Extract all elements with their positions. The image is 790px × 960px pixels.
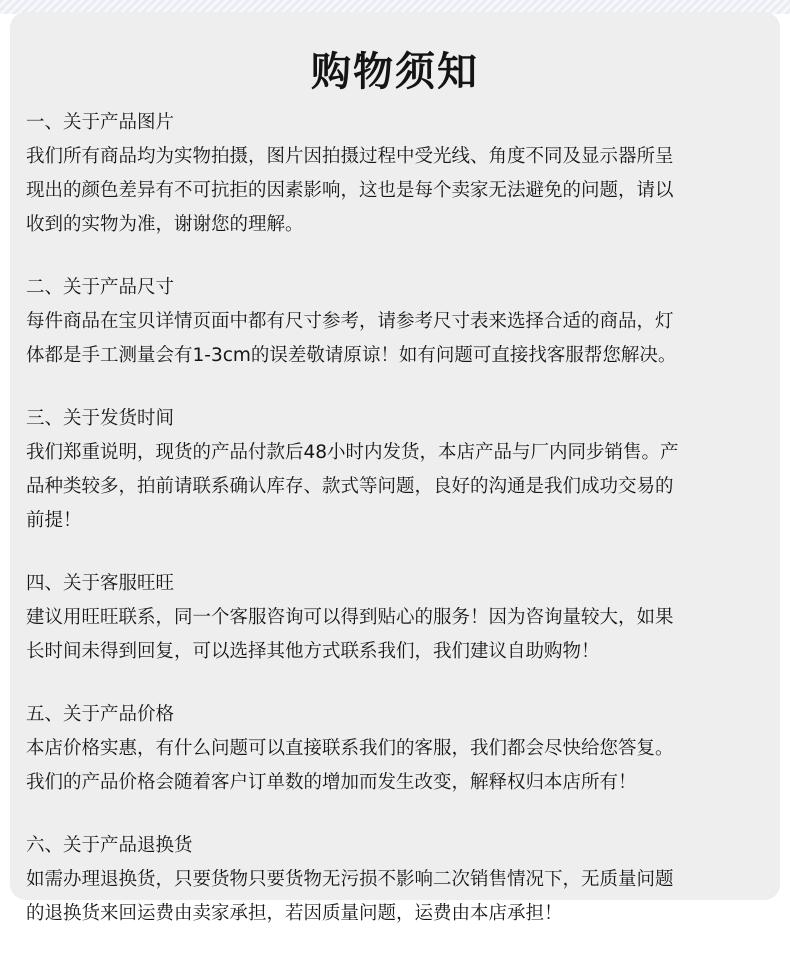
section-text-line: 我们郑重说明，现货的产品付款后48小时内发货，本店产品与厂内同步销售。产 xyxy=(26,442,679,463)
section-text-line: 体都是手工测量会有1-3cm的误差敬请原谅！如有问题可直接找客服帮您解决。 xyxy=(26,345,677,366)
section-shipping-time xyxy=(26,402,774,538)
section-returns xyxy=(26,829,774,931)
section-text-line: 现出的颜色差异有不可抗拒的因素影响，这也是每个卖家无法避免的问题，请以 xyxy=(26,180,674,201)
section-heading: 四、关于客服旺旺 xyxy=(26,573,175,594)
section-heading: 五、关于产品价格 xyxy=(26,704,175,725)
notice-card xyxy=(10,12,780,924)
section-text-line: 品种类较多，拍前请联系确认库存、款式等问题，良好的沟通是我们成功交易的 xyxy=(26,476,674,497)
section-text-line: 收到的实物为准，谢谢您的理解。 xyxy=(26,214,304,235)
section-text-line: 前提！ xyxy=(26,510,82,531)
section-text-line: 我们的产品价格会随着客户订单数的增加而发生改变，解释权归本店所有！ xyxy=(26,772,637,793)
section-text-line: 每件商品在宝贝详情页面中都有尺寸参考，请参考尺寸表来选择合适的商品，灯 xyxy=(26,311,674,332)
section-product-images xyxy=(26,106,774,242)
section-heading: 三、关于发货时间 xyxy=(26,408,175,429)
section-product-price xyxy=(26,698,774,800)
section-text-line: 本店价格实惠，有什么问题可以直接联系我们的客服，我们都会尽快给您答复。 xyxy=(26,738,674,759)
section-product-size xyxy=(26,271,774,373)
notice-sections xyxy=(26,106,774,960)
page-title: 购物须知 xyxy=(311,49,479,95)
section-text-line: 建议用旺旺联系，同一个客服咨询可以得到贴心的服务！因为咨询量较大，如果 xyxy=(26,607,674,628)
section-customer-service xyxy=(26,567,774,669)
section-text-line: 我们所有商品均为实物拍摄，图片因拍摄过程中受光线、角度不同及显示器所呈 xyxy=(26,146,674,167)
section-text-line: 长时间未得到回复，可以选择其他方式联系我们，我们建议自助购物！ xyxy=(26,641,600,662)
section-heading: 二、关于产品尺寸 xyxy=(26,277,175,298)
section-text-line: 如需办理退换货，只要货物只要货物无污损不影响二次销售情况下，无质量问题 xyxy=(26,869,674,890)
section-text-line: 的退换货来回运费由卖家承担，若因质量问题，运费由本店承担！ xyxy=(26,903,563,924)
section-heading: 一、关于产品图片 xyxy=(26,112,175,133)
section-heading: 六、关于产品退换货 xyxy=(26,835,193,856)
